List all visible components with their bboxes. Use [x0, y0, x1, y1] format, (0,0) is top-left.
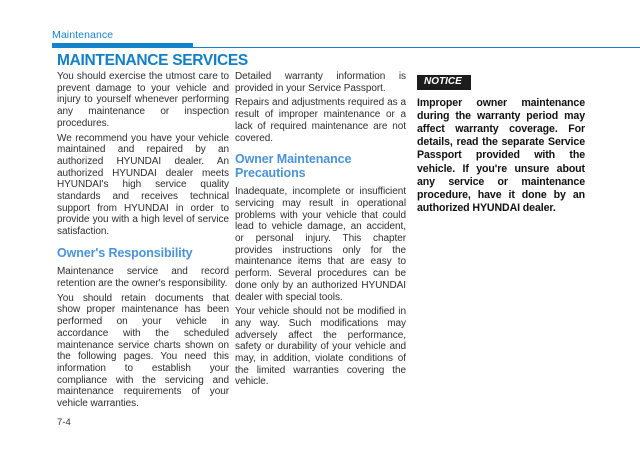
paragraph: Repairs and adjustments required as a result of improper maintenance or a lack of required maintenance are not covered.	[235, 97, 406, 144]
notice-badge: NOTICE	[417, 75, 471, 90]
running-header-chapter-label: Maintenance	[52, 29, 114, 41]
page-number: 7-4	[57, 417, 71, 428]
section-heading-owner-maintenance-precautions: Owner Maintenance Precautions	[235, 152, 352, 180]
text-column-1	[57, 71, 229, 413]
paragraph: You should retain documents that show proper maintenance has been performed on your vehicle in accordance with the scheduled maintenance service charts shown on the following pages. You need this information to establish your compliance with the servicing and maintenance requirements of your vehicle warranties.	[57, 292, 229, 410]
paragraph: Detailed warranty information is provided in your Service Passport.	[235, 71, 406, 94]
header-rule-thick	[52, 43, 193, 49]
text-column-3	[417, 71, 585, 215]
paragraph: Maintenance service and record retention are the owner's responsibility.	[57, 266, 229, 290]
text-column-2	[235, 71, 406, 391]
paragraph: Your vehicle should not be modified in any way. Such modifications may adversely affect the performance, safety or durability of your vehicle and may, in addition, violate conditions of the limited warranties covering the vehicle.	[235, 306, 406, 388]
paragraph: You should exercise the utmost care to prevent damage to your vehicle and injury to yourself whenever performing any maintenance or inspection procedures.	[57, 71, 229, 129]
section-heading-owners-responsibility: Owner's Responsibility	[57, 245, 193, 260]
paragraph: We recommend you have your vehicle maintained and repaired by an authorized HYUNDAI dealer. An authorized HYUNDAI dealer meets HYUNDAI's high service quality standards and receives technical support from HYUNDAI in order to provide you with a high level of service satisfaction.	[57, 132, 229, 238]
notice-paragraph: Improper owner maintenance during the warranty period may affect warranty coverage. For details, read the separate Service Passport provided with the vehicle. If you're unsure about any service or maintenance procedure, have it done by an authorized HYUNDAI dealer.	[417, 96, 585, 215]
page-title: MAINTENANCE SERVICES	[57, 52, 248, 69]
paragraph: Inadequate, incomplete or insufficient servicing may result in operational problems with your vehicle that could lead to vehicle damage, an accident, or personal injury. This chapter provides instructions only for the maintenance items that are easy to perform. Several procedures can be done only by an authorized HYUNDAI dealer with special tools.	[235, 186, 406, 303]
